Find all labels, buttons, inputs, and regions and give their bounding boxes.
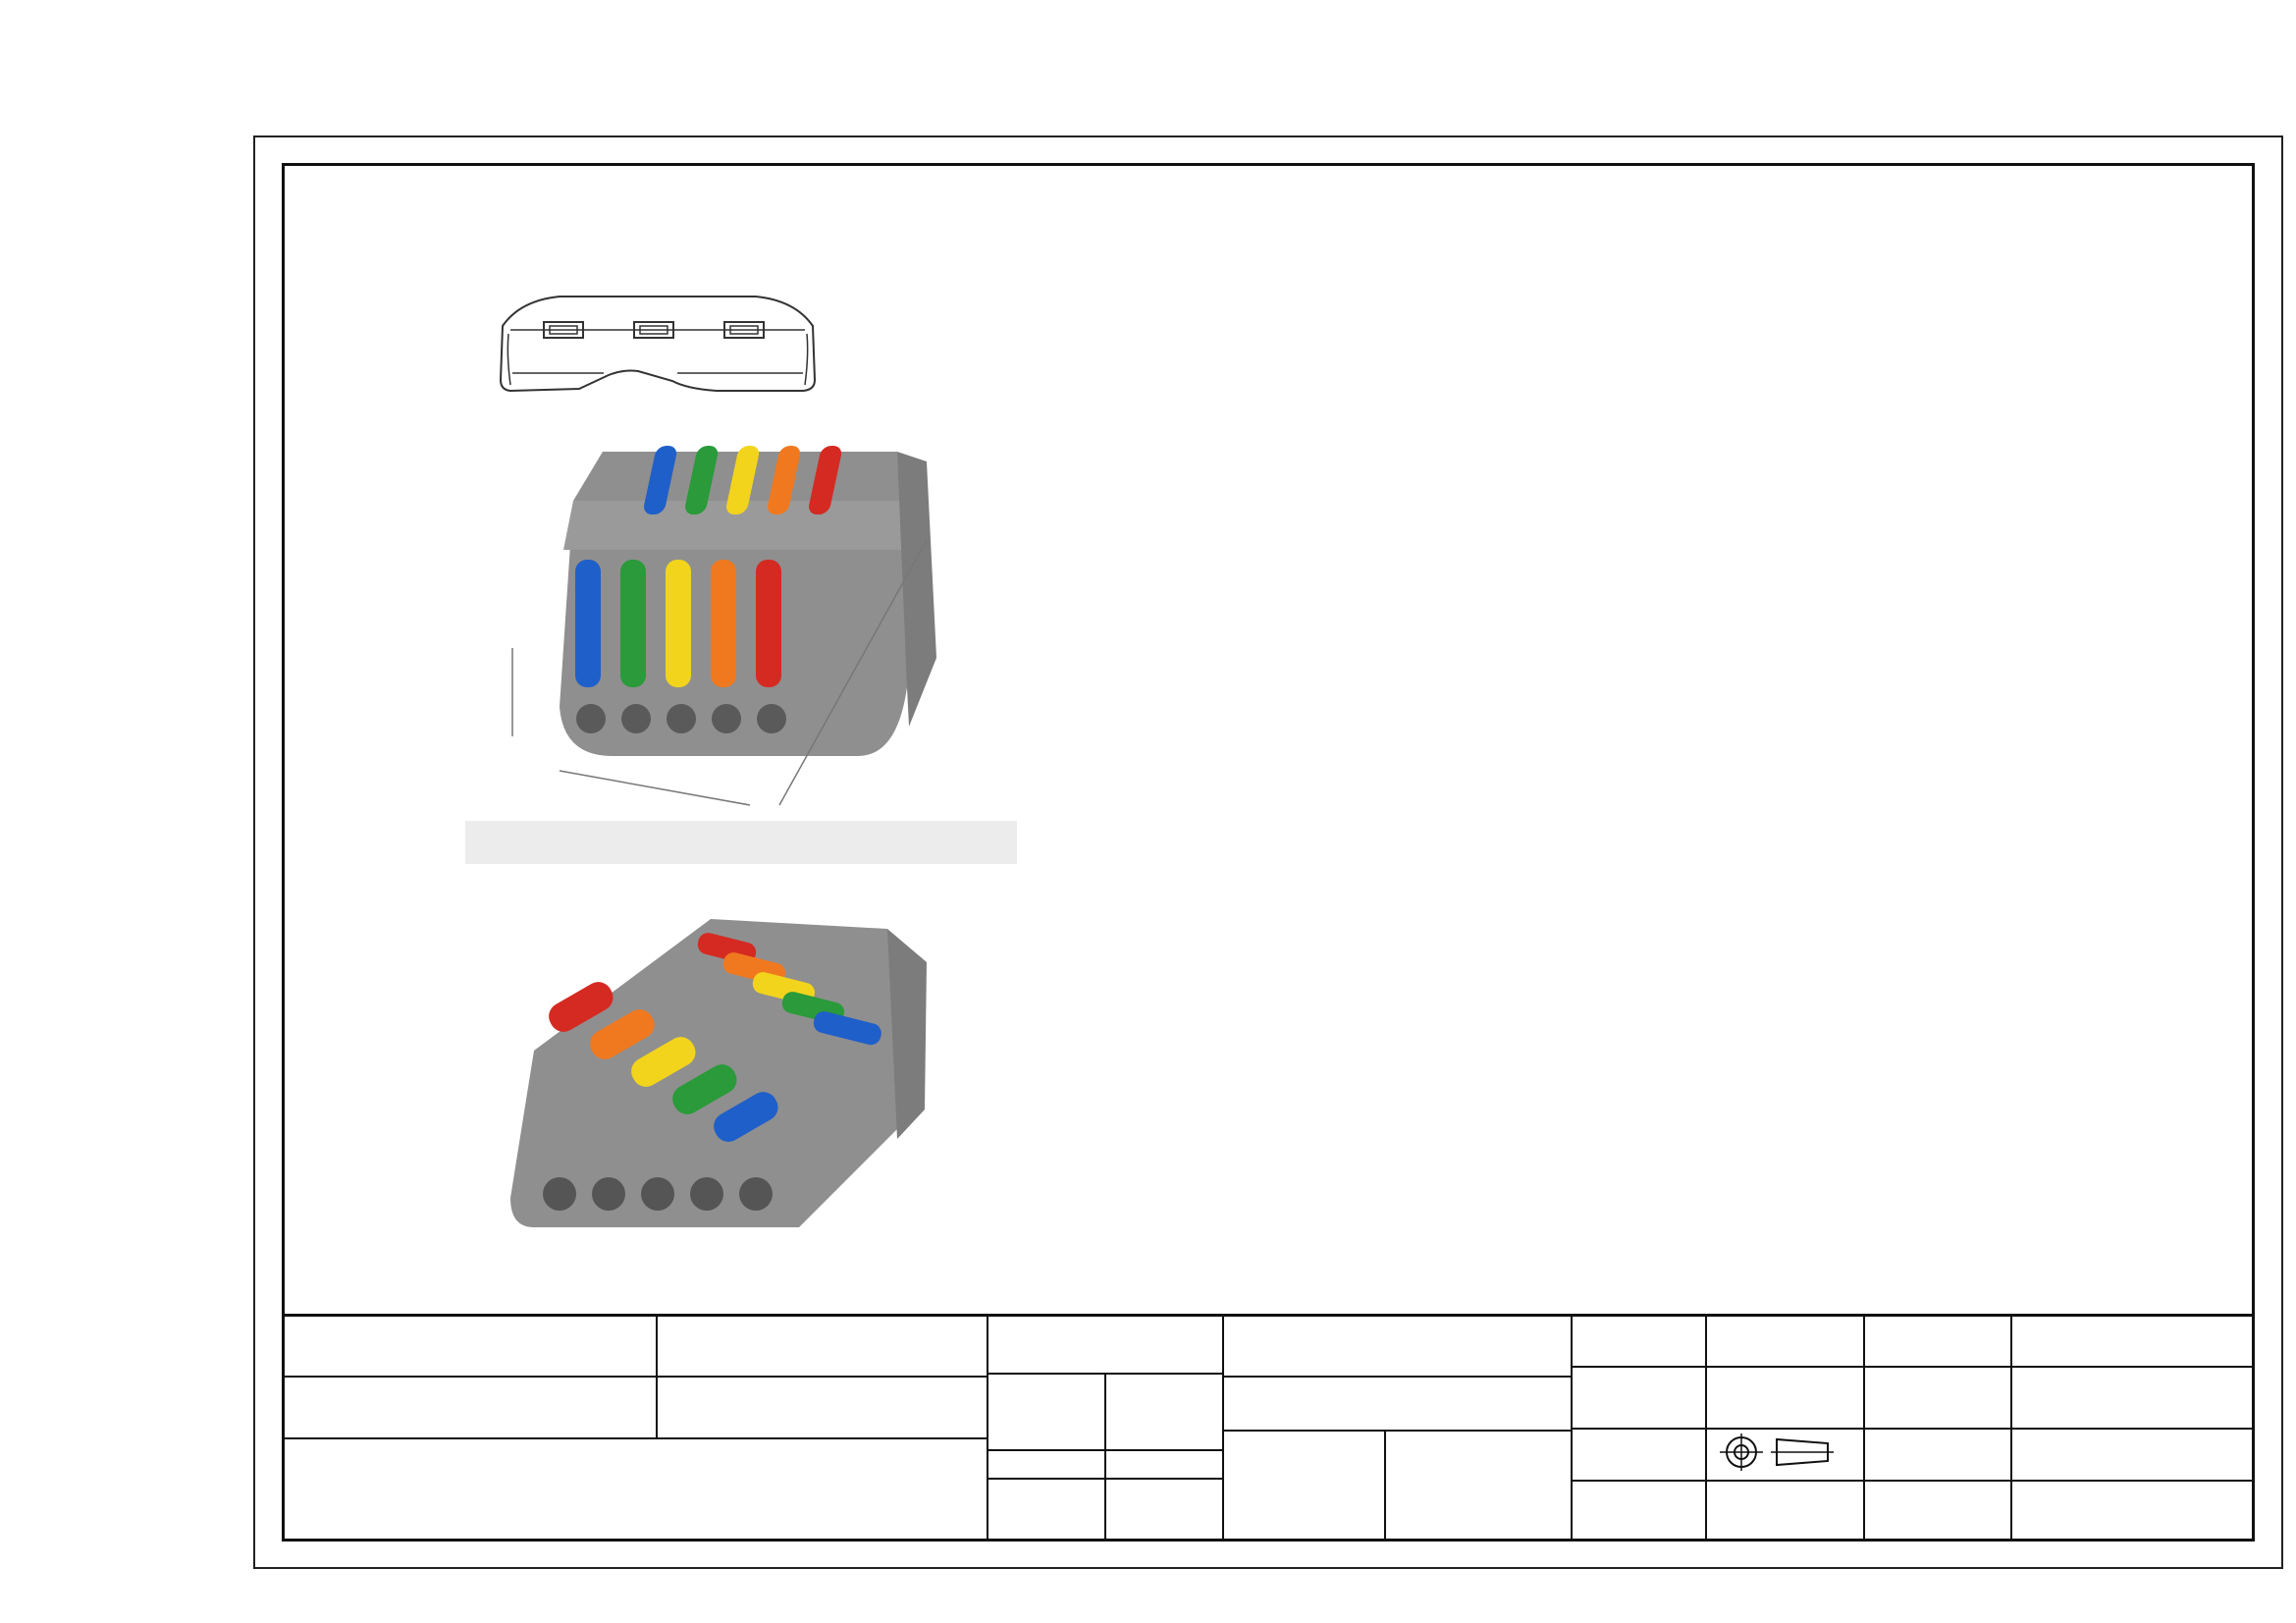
tb-line (1384, 1430, 1386, 1542)
product-photo-angled (465, 903, 1017, 1237)
tb-line (282, 1376, 988, 1378)
tb-line (1222, 1430, 1571, 1432)
tb-line (1863, 1314, 1865, 1542)
tb-line (656, 1314, 658, 1437)
tb-line (1705, 1314, 1707, 1542)
tb-line (282, 1437, 988, 1439)
tb-line (1571, 1366, 2255, 1368)
tb-top-line (282, 1314, 2255, 1317)
product-photo-dimensioned (465, 432, 1017, 864)
tb-line (1222, 1314, 1224, 1542)
tb-line (1571, 1314, 1573, 1542)
tb-line (1571, 1480, 2255, 1482)
tb-line (1222, 1376, 1571, 1378)
projection-symbol-icon (1720, 1434, 1847, 1471)
tb-line (987, 1314, 988, 1542)
tb-line (1104, 1373, 1106, 1542)
tb-line (1571, 1428, 2255, 1430)
connector-top-outline (491, 287, 825, 405)
tb-line (2010, 1314, 2012, 1542)
